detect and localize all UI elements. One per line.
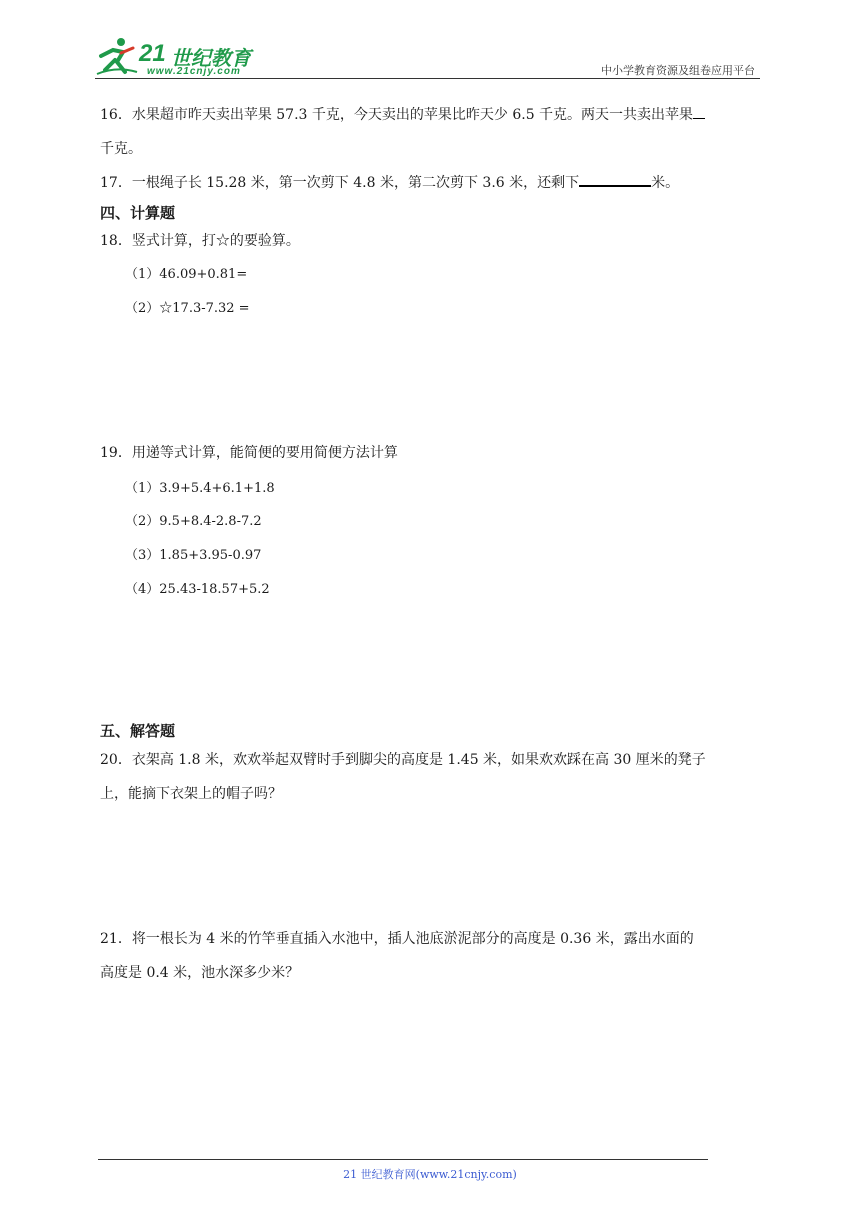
question-17 bbox=[100, 166, 765, 200]
question-19-text: 19．用递等式计算，能简便的要用简便方法计算 bbox=[100, 445, 398, 461]
question-18-text: 18．竖式计算，打☆的要验算。 bbox=[100, 233, 300, 249]
question-19-item-2: （2）9.5+8.4-2.8-7.2 bbox=[125, 514, 262, 529]
question-16-line2: 千克。 bbox=[100, 141, 142, 157]
question-20-line2: 上，能摘下衣架上的帽子吗？ bbox=[100, 786, 282, 802]
question-16 bbox=[100, 98, 765, 132]
question-19-item-1: （1）3.9+5.4+6.1+1.8 bbox=[125, 481, 275, 496]
header-platform-text: 中小学教育资源及组卷应用平台 bbox=[601, 64, 755, 77]
question-18-item-1: （1）46.09+0.81= bbox=[125, 267, 248, 282]
answer-blank-16[interactable] bbox=[693, 118, 705, 119]
header-divider bbox=[95, 78, 760, 79]
site-logo bbox=[95, 36, 265, 78]
logo-url: www.21cnjy.com bbox=[147, 66, 241, 77]
logo-number: 21 bbox=[139, 40, 166, 67]
logo-name: 世纪教育 bbox=[171, 46, 251, 70]
question-17-unit: 米。 bbox=[651, 175, 680, 191]
footer-link[interactable]: 21 世纪教育网(www.21cnjy.com) bbox=[343, 1168, 517, 1181]
question-16-text: 16．水果超市昨天卖出苹果 57.3 千克，今天卖出的苹果比昨天少 6.5 千克。两天一共卖出苹果 bbox=[100, 107, 694, 123]
runner-icon bbox=[95, 36, 139, 78]
answer-blank-17[interactable] bbox=[579, 185, 651, 187]
question-19-item-3: （3）1.85+3.95-0.97 bbox=[125, 548, 262, 563]
question-19-item-4: （4）25.43-18.57+5.2 bbox=[125, 582, 270, 597]
section-5-title: 五、解答题 bbox=[100, 722, 176, 740]
question-21-line2: 高度是 0.4 米，池水深多少米？ bbox=[100, 965, 300, 981]
question-18-item-2: （2）☆17.3-7.32 = bbox=[125, 301, 250, 316]
question-17-text: 17．一根绳子长 15.28 米，第一次剪下 4.8 米，第二次剪下 3.6 米，还剩下 bbox=[100, 175, 580, 191]
footer-divider bbox=[98, 1159, 708, 1160]
question-21-line1: 21．将一根长为 4 米的竹竿垂直插入水池中，插人池底淤泥部分的高度是 0.36 米，露出水面的 bbox=[100, 931, 694, 947]
section-4-title: 四、计算题 bbox=[100, 204, 176, 222]
question-20-line1: 20．衣架高 1.8 米，欢欢举起双臂时手到脚尖的高度是 1.45 米，如果欢欢踩在高 30 厘米的凳子 bbox=[100, 752, 706, 768]
